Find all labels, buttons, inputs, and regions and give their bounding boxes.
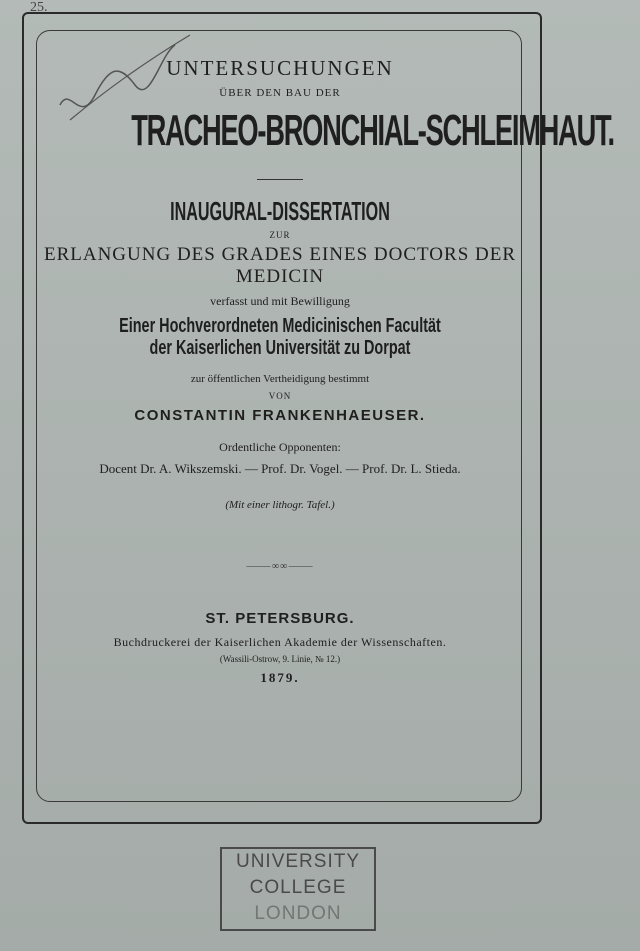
opponents-label: Ordentliche Opponenten: bbox=[219, 440, 341, 454]
divider bbox=[257, 179, 303, 180]
opponents-list: Docent Dr. A. Wikszemski. — Prof. Dr. Vogel. — Prof. Dr. L. Stieda. bbox=[99, 461, 461, 476]
printer-address: (Wassili-Ostrow, 9. Linie, № 12.) bbox=[219, 654, 341, 664]
city: ST. PETERSBURG. bbox=[205, 610, 355, 627]
zur-label: ZUR bbox=[269, 230, 291, 240]
year: 1879. bbox=[260, 670, 300, 685]
faculty-text bbox=[107, 315, 453, 359]
main-title: TRACHEO-BRONCHIAL-SCHLEIMHAUT. bbox=[131, 106, 614, 155]
purpose-text: ERLANGUNG DES GRADES EINES DOCTORS DER MEDICIN bbox=[43, 244, 517, 287]
dissertation-heading: INAUGURAL-DISSERTATION bbox=[170, 196, 390, 226]
ornament: ⸻∞∞⸻ bbox=[245, 561, 315, 572]
plate-note: (Mit einer lithogr. Tafel.) bbox=[225, 499, 335, 511]
author-name: CONSTANTIN FRANKENHAEUSER. bbox=[134, 407, 426, 424]
von-label: VON bbox=[268, 391, 292, 401]
title-line-2: ÜBER DEN BAU DER bbox=[219, 87, 341, 99]
library-stamp bbox=[220, 847, 376, 931]
faculty-text-content: Einer Hochverordneten Medicinischen Facultät der Kaiserlichen Universität zu Dorpat bbox=[119, 315, 441, 359]
corner-mark: 25. bbox=[30, 0, 48, 15]
title-content bbox=[40, 55, 614, 686]
stamp-line-1: UNIVERSITY bbox=[235, 851, 361, 872]
permission-text: verfasst und mit Bewilligung bbox=[210, 294, 350, 308]
stamp-line-3: LONDON bbox=[254, 903, 342, 924]
title-line-1: UNTERSUCHUNGEN bbox=[166, 56, 394, 80]
defense-text: zur öffentlichen Vertheidigung bestimmt bbox=[190, 373, 370, 385]
printer: Buchdruckerei der Kaiserlichen Akademie der Wissenschaften. bbox=[113, 635, 447, 649]
stamp-line-2: COLLEGE bbox=[249, 877, 347, 898]
